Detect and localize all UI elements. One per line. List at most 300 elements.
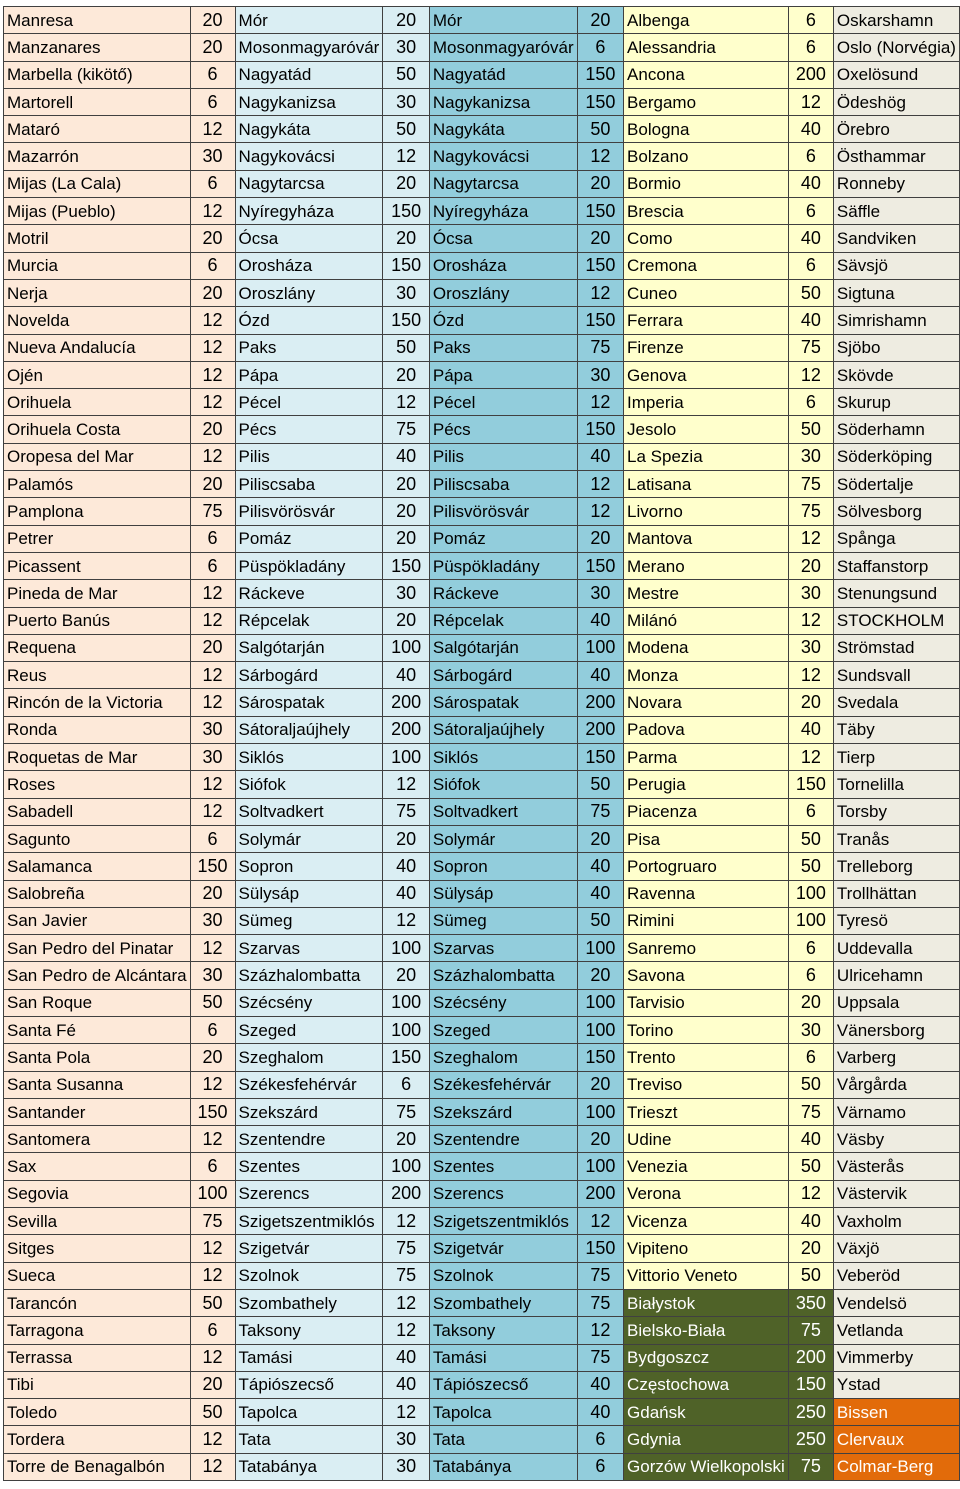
hungary-city-cell[interactable]: Ózd [235,307,383,334]
hungary-value-cell[interactable]: 200 [383,1180,430,1207]
italy-poland-value-cell[interactable]: 6 [788,389,833,416]
sweden-france-city-cell[interactable]: Varberg [833,1044,959,1071]
italy-poland-city-cell[interactable]: Gdynia [624,1426,789,1453]
spain-city-cell[interactable]: Martorell [4,88,191,115]
italy-poland-value-cell[interactable]: 6 [788,7,833,34]
hungary-city-cell[interactable]: Szigetvár [235,1235,383,1262]
hungary-value-b-cell[interactable]: 50 [577,907,623,934]
italy-poland-city-cell[interactable]: Vittorio Veneto [624,1262,789,1289]
spain-value-cell[interactable]: 12 [190,662,235,689]
italy-poland-city-cell[interactable]: Brescia [624,198,789,225]
spain-city-cell[interactable]: Nerja [4,279,191,306]
hungary-city-cell[interactable]: Nagytarcsa [235,170,383,197]
hungary-city-b-cell[interactable]: Nagytarcsa [429,170,577,197]
hungary-city-cell[interactable]: Sárbogárd [235,662,383,689]
sweden-france-city-cell[interactable]: Vänersborg [833,1016,959,1043]
hungary-value-b-cell[interactable]: 12 [577,143,623,170]
spain-city-cell[interactable]: Marbella (kikötő) [4,61,191,88]
hungary-city-cell[interactable]: Tata [235,1426,383,1453]
italy-poland-city-cell[interactable]: Milánó [624,607,789,634]
italy-poland-city-cell[interactable]: Modena [624,634,789,661]
sweden-france-city-cell[interactable]: Söderköping [833,443,959,470]
hungary-city-b-cell[interactable]: Sümeg [429,907,577,934]
hungary-value-cell[interactable]: 30 [383,1426,430,1453]
hungary-city-cell[interactable]: Szeghalom [235,1044,383,1071]
spain-value-cell[interactable]: 12 [190,116,235,143]
hungary-value-cell[interactable]: 50 [383,61,430,88]
spain-value-cell[interactable]: 12 [190,1126,235,1153]
hungary-value-cell[interactable]: 30 [383,1453,430,1480]
hungary-city-cell[interactable]: Pécel [235,389,383,416]
hungary-value-b-cell[interactable]: 75 [577,1289,623,1316]
hungary-city-b-cell[interactable]: Nagyatád [429,61,577,88]
hungary-value-b-cell[interactable]: 6 [577,1426,623,1453]
sweden-france-city-cell[interactable]: Växjö [833,1235,959,1262]
hungary-city-cell[interactable]: Szombathely [235,1289,383,1316]
hungary-value-b-cell[interactable]: 75 [577,334,623,361]
hungary-value-b-cell[interactable]: 12 [577,279,623,306]
hungary-city-b-cell[interactable]: Orosháza [429,252,577,279]
hungary-city-cell[interactable]: Taksony [235,1317,383,1344]
spain-value-cell[interactable]: 30 [190,716,235,743]
hungary-city-cell[interactable]: Piliscsaba [235,471,383,498]
spain-city-cell[interactable]: Santa Susanna [4,1071,191,1098]
italy-poland-city-cell[interactable]: Portogruaro [624,853,789,880]
hungary-value-cell[interactable]: 100 [383,1016,430,1043]
hungary-city-b-cell[interactable]: Oroszlány [429,279,577,306]
hungary-value-cell[interactable]: 150 [383,307,430,334]
hungary-city-cell[interactable]: Nagyatád [235,61,383,88]
hungary-value-b-cell[interactable]: 30 [577,580,623,607]
hungary-city-cell[interactable]: Soltvadkert [235,798,383,825]
sweden-france-city-cell[interactable]: Ronneby [833,170,959,197]
italy-poland-value-cell[interactable]: 6 [788,798,833,825]
hungary-city-b-cell[interactable]: Solymár [429,825,577,852]
spain-value-cell[interactable]: 30 [190,962,235,989]
spain-value-cell[interactable]: 12 [190,443,235,470]
hungary-city-cell[interactable]: Sátoraljaújhely [235,716,383,743]
spain-value-cell[interactable]: 50 [190,1399,235,1426]
hungary-city-cell[interactable]: Tápiószecső [235,1371,383,1398]
hungary-value-cell[interactable]: 50 [383,334,430,361]
hungary-value-cell[interactable]: 20 [383,225,430,252]
hungary-city-cell[interactable]: Püspökladány [235,552,383,579]
italy-poland-city-cell[interactable]: Vicenza [624,1208,789,1235]
spain-city-cell[interactable]: Salobreña [4,880,191,907]
spain-city-cell[interactable]: Sueca [4,1262,191,1289]
hungary-city-cell[interactable]: Százhalombatta [235,962,383,989]
italy-poland-value-cell[interactable]: 75 [788,498,833,525]
hungary-city-b-cell[interactable]: Sátoraljaújhely [429,716,577,743]
hungary-city-b-cell[interactable]: Répcelak [429,607,577,634]
italy-poland-city-cell[interactable]: Gdańsk [624,1399,789,1426]
sweden-france-city-cell[interactable]: Södertalje [833,471,959,498]
spain-value-cell[interactable]: 50 [190,1289,235,1316]
spain-value-cell[interactable]: 30 [190,143,235,170]
sweden-france-city-cell[interactable]: Sigtuna [833,279,959,306]
sweden-france-city-cell[interactable]: Väsby [833,1126,959,1153]
hungary-value-cell[interactable]: 12 [383,771,430,798]
spain-city-cell[interactable]: Ojén [4,361,191,388]
hungary-value-b-cell[interactable]: 100 [577,935,623,962]
hungary-city-cell[interactable]: Sopron [235,853,383,880]
hungary-city-cell[interactable]: Tatabánya [235,1453,383,1480]
hungary-city-b-cell[interactable]: Salgótarján [429,634,577,661]
italy-poland-city-cell[interactable]: Cuneo [624,279,789,306]
italy-poland-value-cell[interactable]: 75 [788,1453,833,1480]
sweden-france-city-cell[interactable]: Ulricehamn [833,962,959,989]
spain-city-cell[interactable]: Roquetas de Mar [4,744,191,771]
spain-city-cell[interactable]: Pineda de Mar [4,580,191,607]
hungary-value-cell[interactable]: 20 [383,525,430,552]
italy-poland-value-cell[interactable]: 150 [788,771,833,798]
italy-poland-city-cell[interactable]: Ancona [624,61,789,88]
spain-value-cell[interactable]: 12 [190,607,235,634]
hungary-city-b-cell[interactable]: Tapolca [429,1399,577,1426]
italy-poland-city-cell[interactable]: Bolzano [624,143,789,170]
italy-poland-city-cell[interactable]: La Spezia [624,443,789,470]
italy-poland-city-cell[interactable]: Jesolo [624,416,789,443]
sweden-france-city-cell[interactable]: Bissen [833,1399,959,1426]
hungary-city-b-cell[interactable]: Siófok [429,771,577,798]
italy-poland-value-cell[interactable]: 75 [788,471,833,498]
italy-poland-city-cell[interactable]: Tarvisio [624,989,789,1016]
spain-value-cell[interactable]: 12 [190,689,235,716]
hungary-city-b-cell[interactable]: Székesfehérvár [429,1071,577,1098]
spain-value-cell[interactable]: 20 [190,880,235,907]
hungary-city-cell[interactable]: Pécs [235,416,383,443]
hungary-city-b-cell[interactable]: Szolnok [429,1262,577,1289]
hungary-value-cell[interactable]: 100 [383,989,430,1016]
italy-poland-value-cell[interactable]: 50 [788,1153,833,1180]
hungary-value-cell[interactable]: 200 [383,716,430,743]
hungary-value-b-cell[interactable]: 30 [577,361,623,388]
sweden-france-city-cell[interactable]: Vetlanda [833,1317,959,1344]
italy-poland-value-cell[interactable]: 12 [788,662,833,689]
sweden-france-city-cell[interactable]: Vårgårda [833,1071,959,1098]
italy-poland-value-cell[interactable]: 40 [788,170,833,197]
spain-city-cell[interactable]: Mazarrón [4,143,191,170]
italy-poland-city-cell[interactable]: Venezia [624,1153,789,1180]
italy-poland-value-cell[interactable]: 12 [788,607,833,634]
italy-poland-city-cell[interactable]: Bologna [624,116,789,143]
italy-poland-city-cell[interactable]: Perugia [624,771,789,798]
hungary-city-cell[interactable]: Nyíregyháza [235,198,383,225]
spain-city-cell[interactable]: Ronda [4,716,191,743]
italy-poland-city-cell[interactable]: Sanremo [624,935,789,962]
hungary-value-cell[interactable]: 30 [383,279,430,306]
hungary-value-b-cell[interactable]: 150 [577,198,623,225]
spain-value-cell[interactable]: 12 [190,361,235,388]
spain-value-cell[interactable]: 75 [190,498,235,525]
hungary-city-cell[interactable]: Sülysáp [235,880,383,907]
spain-value-cell[interactable]: 50 [190,989,235,1016]
spain-value-cell[interactable]: 6 [190,88,235,115]
italy-poland-value-cell[interactable]: 40 [788,116,833,143]
italy-poland-city-cell[interactable]: Trento [624,1044,789,1071]
spain-city-cell[interactable]: Tarragona [4,1317,191,1344]
sweden-france-city-cell[interactable]: Ystad [833,1371,959,1398]
hungary-value-cell[interactable]: 12 [383,1317,430,1344]
italy-poland-value-cell[interactable]: 12 [788,88,833,115]
spain-city-cell[interactable]: Mijas (Pueblo) [4,198,191,225]
italy-poland-value-cell[interactable]: 40 [788,307,833,334]
sweden-france-city-cell[interactable]: Täby [833,716,959,743]
hungary-city-cell[interactable]: Szentendre [235,1126,383,1153]
spain-value-cell[interactable]: 20 [190,1371,235,1398]
hungary-city-b-cell[interactable]: Szigetvár [429,1235,577,1262]
italy-poland-city-cell[interactable]: Monza [624,662,789,689]
hungary-city-cell[interactable]: Szolnok [235,1262,383,1289]
hungary-city-b-cell[interactable]: Sülysáp [429,880,577,907]
spain-city-cell[interactable]: San Pedro de Alcántara [4,962,191,989]
spain-value-cell[interactable]: 150 [190,853,235,880]
hungary-value-cell[interactable]: 12 [383,1289,430,1316]
hungary-city-b-cell[interactable]: Nagykovácsi [429,143,577,170]
spain-city-cell[interactable]: Motril [4,225,191,252]
sweden-france-city-cell[interactable]: Västervik [833,1180,959,1207]
italy-poland-value-cell[interactable]: 6 [788,935,833,962]
spain-city-cell[interactable]: Salamanca [4,853,191,880]
italy-poland-value-cell[interactable]: 100 [788,880,833,907]
hungary-city-b-cell[interactable]: Pécs [429,416,577,443]
spain-city-cell[interactable]: Sitges [4,1235,191,1262]
italy-poland-city-cell[interactable]: Cremona [624,252,789,279]
hungary-city-b-cell[interactable]: Tata [429,1426,577,1453]
hungary-value-b-cell[interactable]: 150 [577,88,623,115]
italy-poland-city-cell[interactable]: Verona [624,1180,789,1207]
spain-value-cell[interactable]: 30 [190,907,235,934]
hungary-city-b-cell[interactable]: Mór [429,7,577,34]
hungary-value-b-cell[interactable]: 75 [577,1344,623,1371]
sweden-france-city-cell[interactable]: Tranås [833,825,959,852]
spain-value-cell[interactable]: 12 [190,334,235,361]
hungary-city-b-cell[interactable]: Piliscsaba [429,471,577,498]
italy-poland-city-cell[interactable]: Albenga [624,7,789,34]
hungary-city-b-cell[interactable]: Püspökladány [429,552,577,579]
spain-city-cell[interactable]: Santa Fé [4,1016,191,1043]
spain-city-cell[interactable]: Roses [4,771,191,798]
hungary-city-b-cell[interactable]: Szigetszentmiklós [429,1208,577,1235]
hungary-value-b-cell[interactable]: 20 [577,7,623,34]
italy-poland-city-cell[interactable]: Latisana [624,471,789,498]
hungary-value-cell[interactable]: 150 [383,252,430,279]
hungary-city-cell[interactable]: Pilis [235,443,383,470]
hungary-city-b-cell[interactable]: Paks [429,334,577,361]
hungary-value-cell[interactable]: 150 [383,552,430,579]
hungary-city-cell[interactable]: Ócsa [235,225,383,252]
spain-value-cell[interactable]: 12 [190,1453,235,1480]
spain-city-cell[interactable]: Manzanares [4,34,191,61]
hungary-city-b-cell[interactable]: Nyíregyháza [429,198,577,225]
hungary-city-cell[interactable]: Szigetszentmiklós [235,1208,383,1235]
spain-value-cell[interactable]: 12 [190,798,235,825]
italy-poland-city-cell[interactable]: Mestre [624,580,789,607]
spain-value-cell[interactable]: 12 [190,389,235,416]
italy-poland-value-cell[interactable]: 6 [788,143,833,170]
hungary-value-cell[interactable]: 40 [383,1371,430,1398]
hungary-value-cell[interactable]: 50 [383,116,430,143]
spain-city-cell[interactable]: Petrer [4,525,191,552]
spain-value-cell[interactable]: 20 [190,634,235,661]
sweden-france-city-cell[interactable]: Oskarshamn [833,7,959,34]
sweden-france-city-cell[interactable]: Örebro [833,116,959,143]
hungary-value-cell[interactable]: 20 [383,7,430,34]
sweden-france-city-cell[interactable]: Colmar-Berg [833,1453,959,1480]
spain-city-cell[interactable]: Torre de Benagalbón [4,1453,191,1480]
hungary-city-b-cell[interactable]: Pápa [429,361,577,388]
italy-poland-city-cell[interactable]: Merano [624,552,789,579]
spain-value-cell[interactable]: 20 [190,225,235,252]
hungary-city-cell[interactable]: Siófok [235,771,383,798]
hungary-value-cell[interactable]: 30 [383,580,430,607]
spain-city-cell[interactable]: Mataró [4,116,191,143]
hungary-value-b-cell[interactable]: 75 [577,1262,623,1289]
hungary-value-cell[interactable]: 12 [383,143,430,170]
hungary-city-b-cell[interactable]: Pilis [429,443,577,470]
italy-poland-city-cell[interactable]: Como [624,225,789,252]
italy-poland-value-cell[interactable]: 6 [788,252,833,279]
spain-city-cell[interactable]: Palamós [4,471,191,498]
sweden-france-city-cell[interactable]: Vaxholm [833,1208,959,1235]
hungary-value-cell[interactable]: 100 [383,1153,430,1180]
hungary-value-b-cell[interactable]: 20 [577,1071,623,1098]
hungary-value-b-cell[interactable]: 12 [577,1208,623,1235]
italy-poland-city-cell[interactable]: Pisa [624,825,789,852]
sweden-france-city-cell[interactable]: Vendelsö [833,1289,959,1316]
italy-poland-city-cell[interactable]: Białystok [624,1289,789,1316]
hungary-value-cell[interactable]: 40 [383,880,430,907]
spain-city-cell[interactable]: San Javier [4,907,191,934]
spain-value-cell[interactable]: 12 [190,1426,235,1453]
hungary-city-cell[interactable]: Solymár [235,825,383,852]
sweden-france-city-cell[interactable]: Tyresö [833,907,959,934]
hungary-city-b-cell[interactable]: Sárospatak [429,689,577,716]
hungary-value-b-cell[interactable]: 200 [577,1180,623,1207]
sweden-france-city-cell[interactable]: Säffle [833,198,959,225]
hungary-city-cell[interactable]: Pomáz [235,525,383,552]
hungary-city-cell[interactable]: Sümeg [235,907,383,934]
hungary-value-cell[interactable]: 30 [383,34,430,61]
italy-poland-value-cell[interactable]: 12 [788,744,833,771]
hungary-value-b-cell[interactable]: 100 [577,1098,623,1125]
italy-poland-value-cell[interactable]: 20 [788,1235,833,1262]
hungary-value-cell[interactable]: 12 [383,389,430,416]
hungary-city-b-cell[interactable]: Pomáz [429,525,577,552]
sweden-france-city-cell[interactable]: Clervaux [833,1426,959,1453]
hungary-city-b-cell[interactable]: Pécel [429,389,577,416]
sweden-france-city-cell[interactable]: Oslo (Norvégia) [833,34,959,61]
hungary-city-b-cell[interactable]: Szekszárd [429,1098,577,1125]
sweden-france-city-cell[interactable]: STOCKHOLM [833,607,959,634]
italy-poland-city-cell[interactable]: Bielsko-Biała [624,1317,789,1344]
spain-value-cell[interactable]: 6 [190,1153,235,1180]
spain-value-cell[interactable]: 150 [190,1098,235,1125]
hungary-city-b-cell[interactable]: Szécsény [429,989,577,1016]
hungary-value-b-cell[interactable]: 40 [577,443,623,470]
hungary-value-b-cell[interactable]: 100 [577,989,623,1016]
italy-poland-value-cell[interactable]: 12 [788,525,833,552]
hungary-value-cell[interactable]: 100 [383,634,430,661]
spain-value-cell[interactable]: 6 [190,170,235,197]
italy-poland-value-cell[interactable]: 12 [788,1180,833,1207]
spain-city-cell[interactable]: Nueva Andalucía [4,334,191,361]
italy-poland-city-cell[interactable]: Firenze [624,334,789,361]
italy-poland-city-cell[interactable]: Vipiteno [624,1235,789,1262]
spain-value-cell[interactable]: 12 [190,1235,235,1262]
sweden-france-city-cell[interactable]: Torsby [833,798,959,825]
italy-poland-city-cell[interactable]: Rimini [624,907,789,934]
hungary-value-b-cell[interactable]: 6 [577,34,623,61]
italy-poland-city-cell[interactable]: Piacenza [624,798,789,825]
italy-poland-city-cell[interactable]: Udine [624,1126,789,1153]
hungary-value-cell[interactable]: 75 [383,416,430,443]
spain-value-cell[interactable]: 6 [190,525,235,552]
italy-poland-city-cell[interactable]: Novara [624,689,789,716]
hungary-value-cell[interactable]: 75 [383,1235,430,1262]
hungary-value-b-cell[interactable]: 150 [577,1044,623,1071]
spain-city-cell[interactable]: Novelda [4,307,191,334]
spain-city-cell[interactable]: Puerto Banús [4,607,191,634]
italy-poland-value-cell[interactable]: 30 [788,580,833,607]
sweden-france-city-cell[interactable]: Ödeshög [833,88,959,115]
italy-poland-value-cell[interactable]: 50 [788,1262,833,1289]
spain-value-cell[interactable]: 20 [190,7,235,34]
hungary-city-cell[interactable]: Szerencs [235,1180,383,1207]
italy-poland-city-cell[interactable]: Padova [624,716,789,743]
sweden-france-city-cell[interactable]: Vimmerby [833,1344,959,1371]
hungary-value-b-cell[interactable]: 40 [577,607,623,634]
spain-city-cell[interactable]: Tordera [4,1426,191,1453]
spain-value-cell[interactable]: 12 [190,1071,235,1098]
italy-poland-city-cell[interactable]: Torino [624,1016,789,1043]
hungary-value-b-cell[interactable]: 50 [577,116,623,143]
hungary-city-cell[interactable]: Paks [235,334,383,361]
hungary-city-b-cell[interactable]: Tatabánya [429,1453,577,1480]
hungary-city-b-cell[interactable]: Taksony [429,1317,577,1344]
spain-city-cell[interactable]: Tibi [4,1371,191,1398]
sweden-france-city-cell[interactable]: Svedala [833,689,959,716]
hungary-city-cell[interactable]: Orosháza [235,252,383,279]
hungary-city-b-cell[interactable]: Szeghalom [429,1044,577,1071]
spain-value-cell[interactable]: 20 [190,416,235,443]
italy-poland-city-cell[interactable]: Treviso [624,1071,789,1098]
hungary-value-b-cell[interactable]: 150 [577,252,623,279]
italy-poland-city-cell[interactable]: Ferrara [624,307,789,334]
spain-city-cell[interactable]: Reus [4,662,191,689]
italy-poland-value-cell[interactable]: 40 [788,1126,833,1153]
italy-poland-city-cell[interactable]: Gorzów Wielkopolski [624,1453,789,1480]
hungary-value-b-cell[interactable]: 100 [577,1153,623,1180]
hungary-value-b-cell[interactable]: 150 [577,61,623,88]
spain-value-cell[interactable]: 20 [190,471,235,498]
hungary-value-cell[interactable]: 40 [383,662,430,689]
italy-poland-value-cell[interactable]: 50 [788,853,833,880]
spain-value-cell[interactable]: 6 [190,252,235,279]
sweden-france-city-cell[interactable]: Simrishamn [833,307,959,334]
hungary-value-cell[interactable]: 100 [383,744,430,771]
hungary-value-b-cell[interactable]: 40 [577,880,623,907]
italy-poland-city-cell[interactable]: Alessandria [624,34,789,61]
hungary-value-cell[interactable]: 150 [383,1044,430,1071]
italy-poland-value-cell[interactable]: 12 [788,361,833,388]
spain-value-cell[interactable]: 6 [190,61,235,88]
sweden-france-city-cell[interactable]: Trollhättan [833,880,959,907]
hungary-value-cell[interactable]: 6 [383,1071,430,1098]
italy-poland-city-cell[interactable]: Savona [624,962,789,989]
sweden-france-city-cell[interactable]: Sundsvall [833,662,959,689]
hungary-value-b-cell[interactable]: 12 [577,498,623,525]
